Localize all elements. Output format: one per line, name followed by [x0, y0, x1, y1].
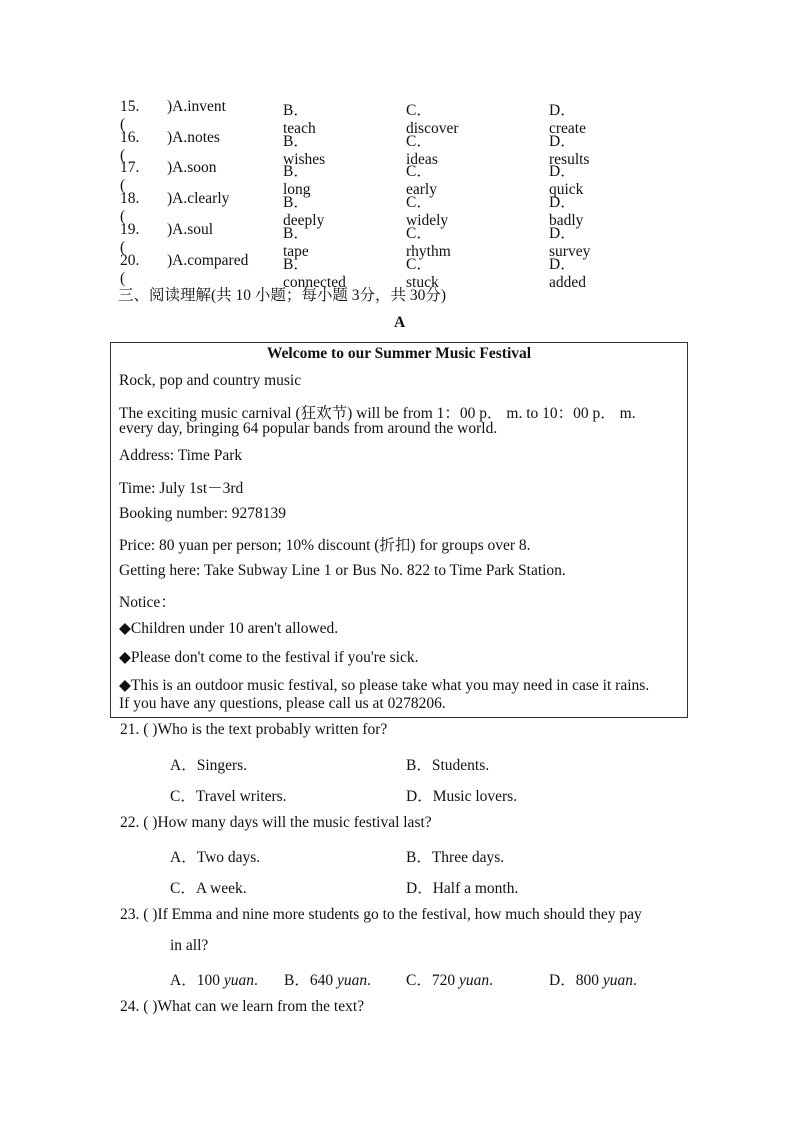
- q22-option-d: D．Half a month.: [406, 880, 519, 897]
- option-a: )A.invent: [167, 98, 226, 115]
- option-d: D．quick: [549, 163, 584, 198]
- option-a: )A.notes: [167, 129, 220, 146]
- option-d: D．added: [549, 256, 587, 291]
- notice-line: Price: 80 yuan per person; 10% discount (折扣) for groups over 8.: [119, 537, 531, 554]
- option-a: )A.soul: [167, 221, 214, 238]
- question-number: 20. (: [120, 252, 140, 287]
- option-b: B．wishes: [283, 133, 326, 168]
- option-c: C．rhythm: [406, 225, 451, 260]
- q23-option-a: A．100 yuan.: [170, 972, 258, 989]
- q21-option-d: D．Music lovers.: [406, 788, 518, 805]
- q22-option-a: A．Two days.: [170, 849, 261, 866]
- option-c: C．discover: [406, 102, 459, 137]
- q22-option-c: C．A week.: [170, 880, 247, 897]
- question-number: 18. (: [120, 190, 140, 225]
- option-a: )A.clearly: [167, 190, 230, 207]
- option-d: D．badly: [549, 194, 584, 229]
- option-c: C．widely: [406, 194, 449, 229]
- question-24-stem: 24. ( )What can we learn from the text?: [120, 998, 365, 1015]
- notice-title: Welcome to our Summer Music Festival: [266, 345, 532, 362]
- option-c: C．ideas: [406, 133, 438, 168]
- notice-line: Booking number: 9278139: [119, 505, 287, 522]
- q21-option-c: C．Travel writers.: [170, 788, 287, 805]
- q22-option-b: B．Three days.: [406, 849, 505, 866]
- option-b: B．tape: [283, 225, 309, 260]
- notice-line: ◆Children under 10 aren't allowed.: [119, 620, 339, 637]
- question-number: 16. (: [120, 129, 140, 164]
- q23-option-b: B．640 yuan.: [284, 972, 371, 989]
- notice-line: every day, bringing 64 popular bands from around the world.: [119, 420, 498, 437]
- notice-line: Rock, pop and country music: [119, 372, 302, 389]
- notice-line: Time: July 1st－3rd: [119, 480, 244, 497]
- question-23-stem-cont: in all?: [170, 937, 209, 954]
- option-a: )A.soon: [167, 159, 217, 176]
- notice-line: Getting here: Take Subway Line 1 or Bus No. 822 to Time Park Station.: [119, 562, 566, 579]
- option-b: B．connected: [283, 256, 346, 291]
- passage-label: A: [394, 314, 406, 331]
- notice-line: ◆This is an outdoor music festival, so please take what you may need in case it rains.: [119, 677, 650, 694]
- notice-line: Notice：: [119, 594, 176, 611]
- question-number: 15. (: [120, 98, 140, 133]
- option-d: D．results: [549, 133, 590, 168]
- notice-line: The exciting music carnival (狂欢节) will be from 1：00 p． m. to 10：00 p． m.: [119, 405, 636, 422]
- notice-line: If you have any questions, please call us at 0278206.: [119, 695, 446, 712]
- festival-notice-box: [110, 342, 688, 718]
- question-22-stem: 22. ( )How many days will the music festival last?: [120, 814, 432, 831]
- question-21-stem: 21. ( )Who is the text probably written for?: [120, 721, 388, 738]
- option-a: )A.compared: [167, 252, 249, 269]
- q23-option-c: C．720 yuan.: [406, 972, 493, 989]
- question-number: 17. (: [120, 159, 140, 194]
- q23-option-d: D．800 yuan.: [549, 972, 637, 989]
- option-b: B．long: [283, 163, 311, 198]
- option-d: D．survey: [549, 225, 591, 260]
- q21-option-a: A．Singers.: [170, 757, 248, 774]
- option-c: C．early: [406, 163, 437, 198]
- option-b: B．deeply: [283, 194, 325, 229]
- section-title: 三、阅读理解(共 10 小题；每小题 3分，共 30分): [118, 287, 447, 304]
- option-c: C．stuck: [406, 256, 439, 291]
- notice-line: ◆Please don't come to the festival if you're sick.: [119, 649, 419, 666]
- question-23-stem: 23. ( )If Emma and nine more students go to the festival, how much should they pay: [120, 906, 642, 923]
- notice-line: Address: Time Park: [119, 447, 243, 464]
- question-number: 19. (: [120, 221, 140, 256]
- option-d: D．create: [549, 102, 586, 137]
- option-b: B．teach: [283, 102, 316, 137]
- q21-option-b: B．Students.: [406, 757, 490, 774]
